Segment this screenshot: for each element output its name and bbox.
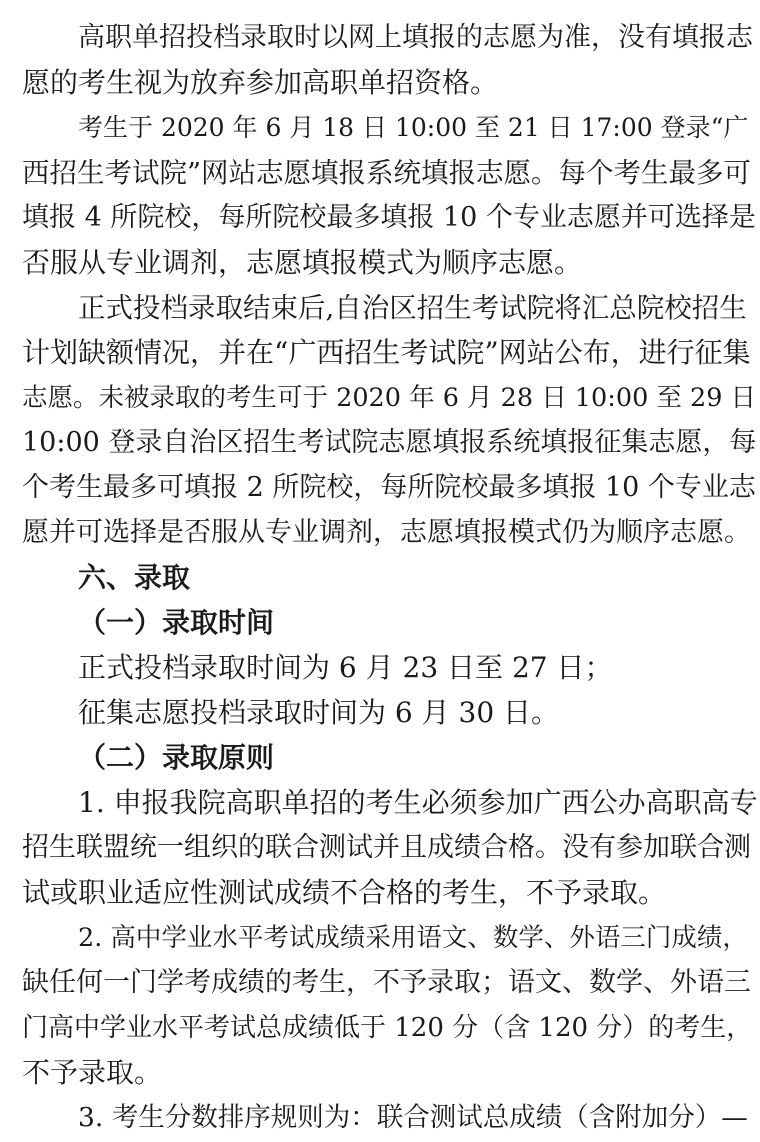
section-heading: 六、录取 xyxy=(78,561,191,594)
paragraph-line: 正式投档录取时间为 6 月 23 日至 27 日； xyxy=(78,651,613,684)
subsection-heading: （二）录取原则 xyxy=(78,741,275,774)
paragraph-line: 西招生考试院”网站志愿填报系统填报志愿。每个考生最多可 xyxy=(22,157,752,189)
paragraph-line: 愿的考生视为放弃参加高职单招资格。 xyxy=(22,66,499,99)
paragraph-line: 愿并可选择是否服从专业调剂，志愿填报模式仍为顺序志愿。 xyxy=(22,517,751,548)
paragraph-line: 高职单招投档录取时以网上填报的志愿为准，没有填报志 xyxy=(78,22,753,53)
paragraph-line: 志愿。未被录取的考生可于 2020 年 6 月 28 日 10:00 至 29 日 xyxy=(22,383,757,413)
paragraph-line: 缺任何一门学考成绩的考生，不予录取；语文、数学、外语三 xyxy=(22,967,751,998)
paragraph-line: 否服从专业调剂，志愿填报模式为顺序志愿。 xyxy=(22,246,583,279)
paragraph-line: 试或职业适应性测试成绩不合格的考生，不予录取。 xyxy=(22,876,667,909)
paragraph-line: 10:00 登录自治区招生考试院志愿填报系统填报征集志愿，每 xyxy=(22,427,757,458)
paragraph-line: 正式投档录取结束后,自治区招生考试院将汇总院校招生 xyxy=(78,292,747,324)
paragraph-line: 3. 考生分数排序规则为：联合测试总成绩（含附加分）— xyxy=(78,1102,748,1133)
paragraph-line: 不予录取。 xyxy=(22,1056,163,1089)
paragraph-line: 个考生最多可填报 2 所院校，每所院校最多填报 10 个专业志 xyxy=(22,472,756,503)
paragraph-line: 门高中学业水平考试总成绩低于 120 分（含 120 分）的考生， xyxy=(22,1013,753,1043)
paragraph-line: 计划缺额情况，并在“广西招生考试院”网站公布，进行征集 xyxy=(22,336,751,369)
paragraph-line: 招生联盟统一组织的联合测试并且成绩合格。没有参加联合测 xyxy=(22,832,751,863)
paragraph-line: 填报 4 所院校，每所院校最多填报 10 个专业志愿并可选择是 xyxy=(22,202,756,233)
paragraph-line: 1. 申报我院高职单招的考生必须参加广西公办高职高专 xyxy=(78,786,758,819)
subsection-heading: （一）录取时间 xyxy=(78,606,275,639)
paragraph-line: 征集志愿投档录取时间为 6 月 30 日。 xyxy=(78,696,560,729)
paragraph-line: 考生于 2020 年 6 月 18 日 10:00 至 21 日 17:00 登录“广 xyxy=(78,113,749,142)
paragraph-line: 2. 高中学业水平考试成绩采用语文、数学、外语三门成绩， xyxy=(78,923,748,953)
